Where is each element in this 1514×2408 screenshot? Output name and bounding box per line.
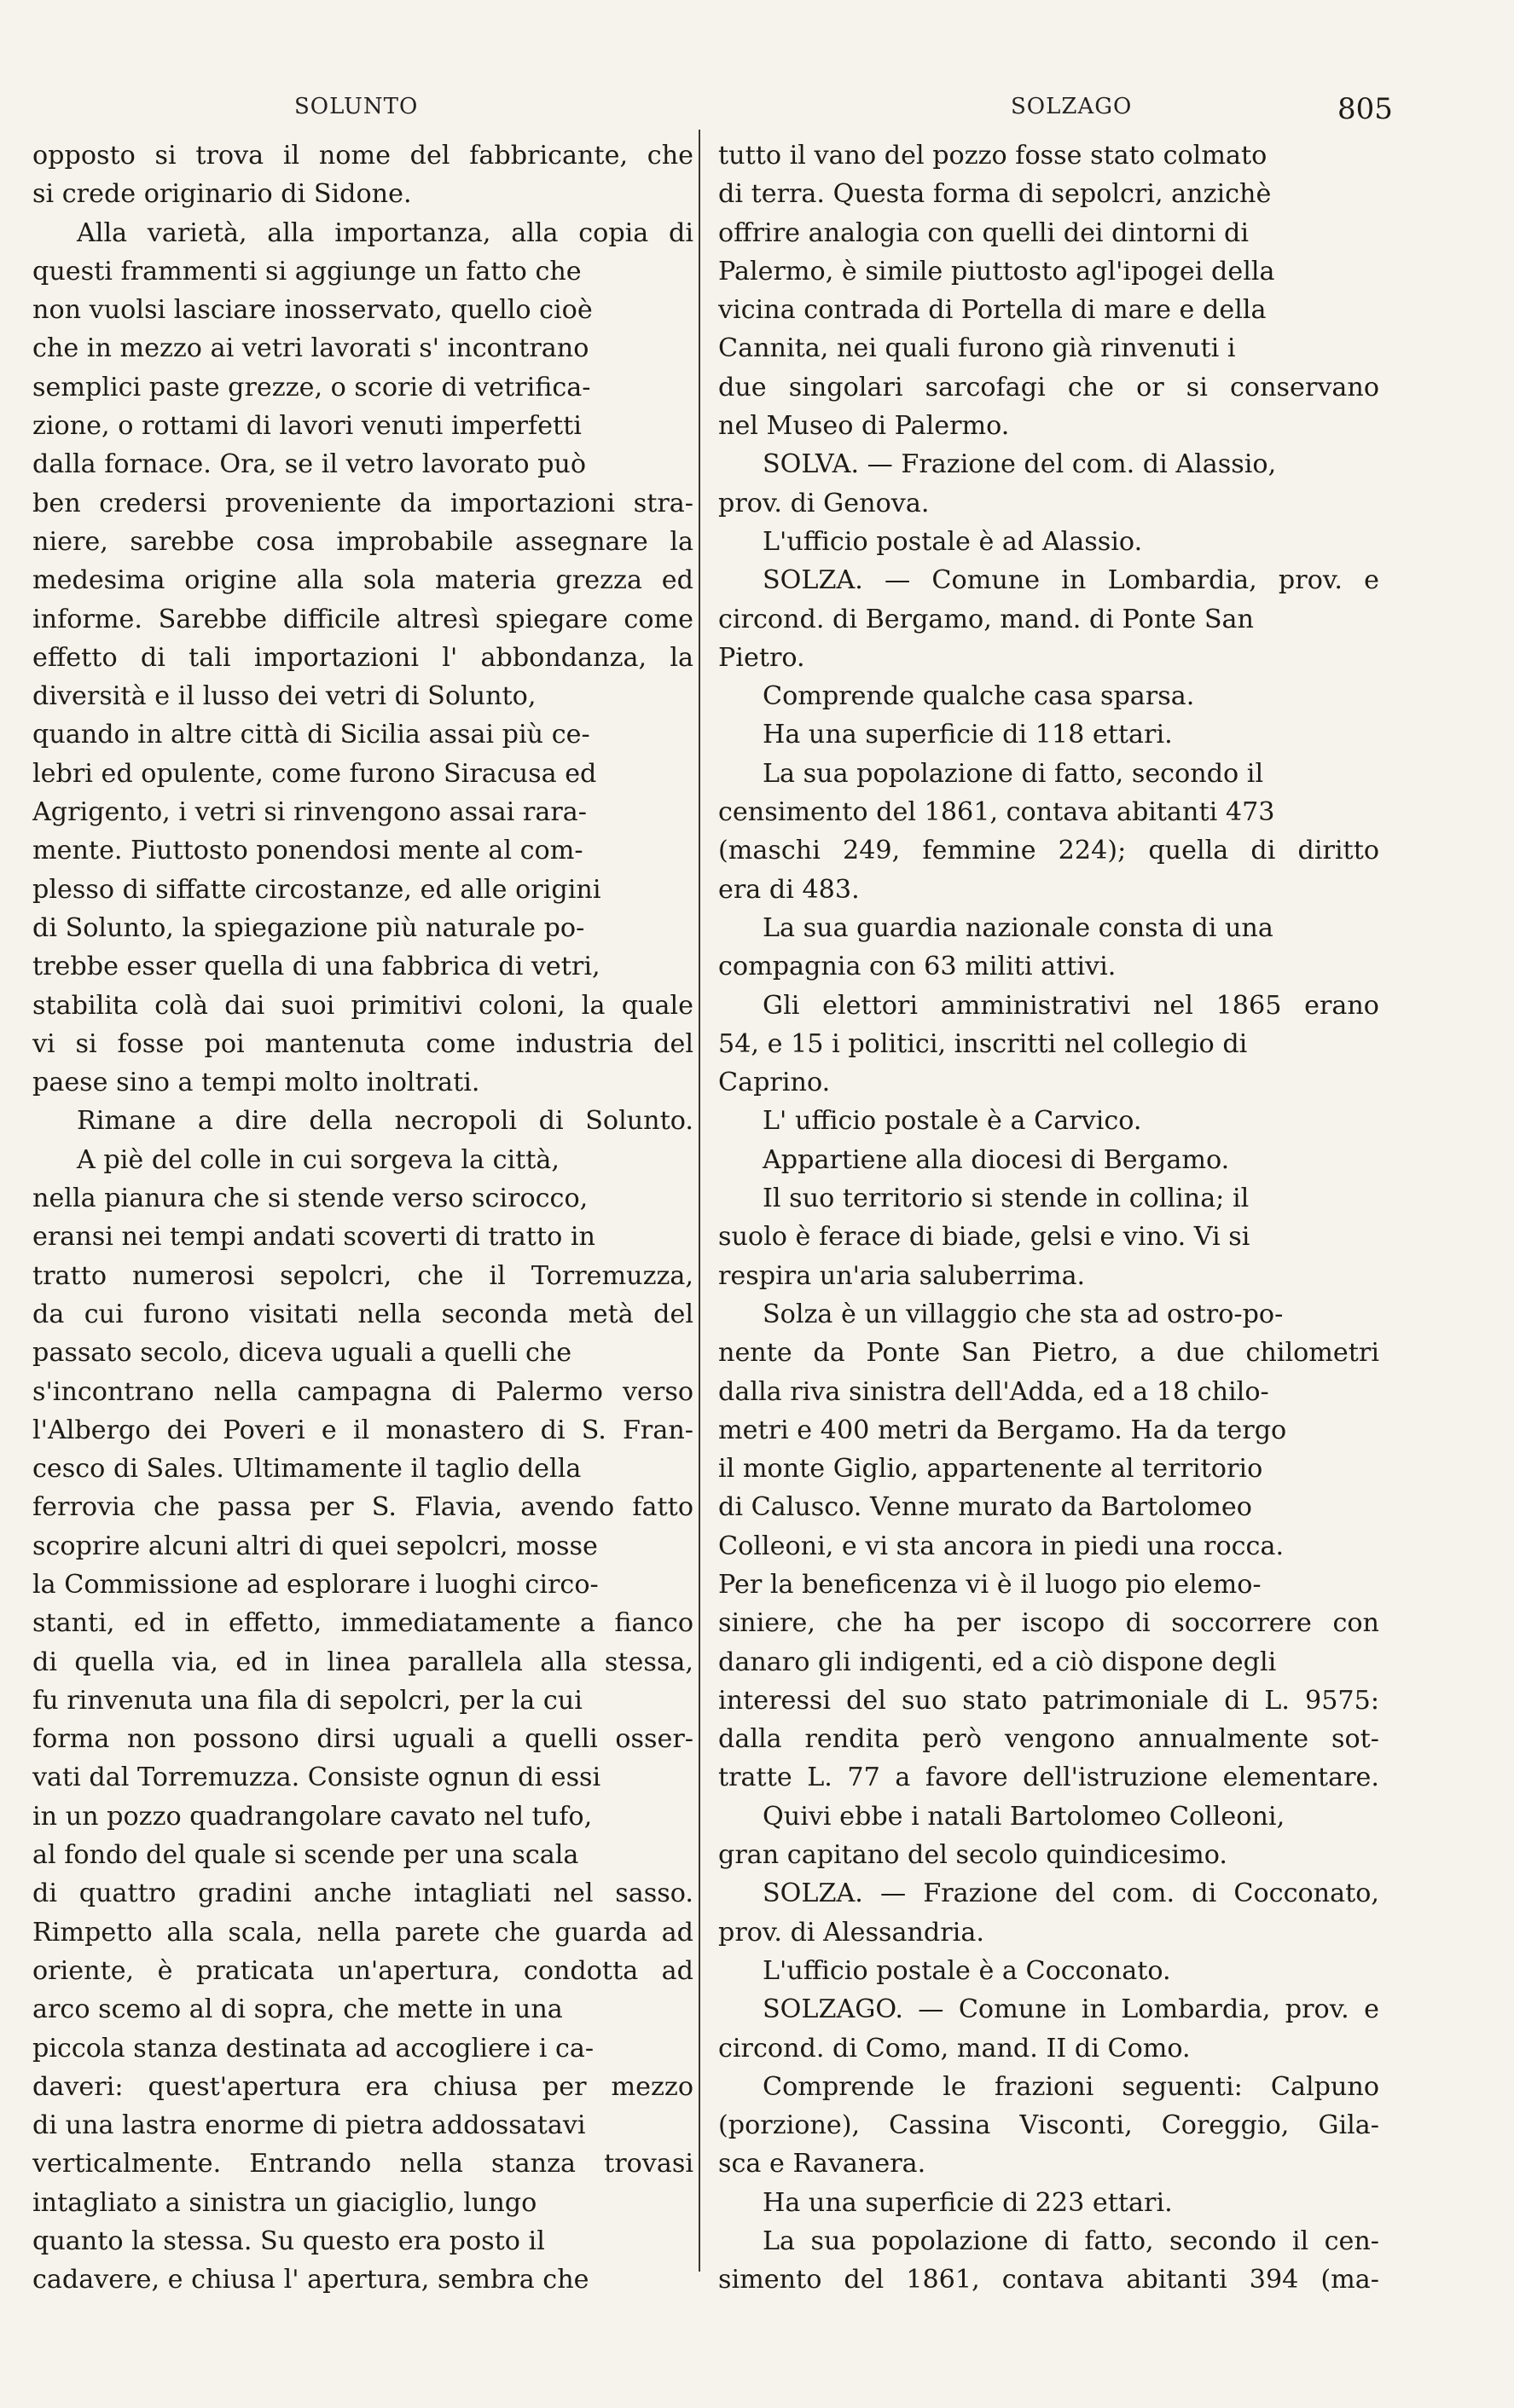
text-line: SOLZA. — Frazione del com. di Cocconato,	[763, 1878, 1379, 1909]
text-line: tratto numerosi sepolcri, che il Torremuzza,	[32, 1260, 693, 1291]
text-line: medesima origine alla sola materia grezza ed	[32, 565, 693, 596]
text-line: Caprino.	[718, 1068, 831, 1098]
text-line: opposto si trova il nome del fabbricante, che	[32, 141, 693, 171]
text-line: prov. di Genova.	[718, 488, 930, 518]
text-line: quanto la stessa. Su questo era posto il	[32, 2226, 545, 2257]
text-line: (maschi 249, femmine 224); quella di diritto	[718, 836, 1379, 866]
text-line: Palermo, è simile piuttosto agl'ipogei della	[718, 256, 1275, 287]
text-line: di terra. Questa forma di sepolcri, anzichè	[718, 179, 1272, 210]
text-line: Quivi ebbe i natali Bartolomeo Colleoni,	[763, 1801, 1285, 1832]
text-line: L' ufficio postale è a Carvico.	[763, 1106, 1142, 1137]
text-line: informe. Sarebbe difficile altresì spiegare come	[32, 604, 693, 634]
text-line: cesco di Sales. Ultimamente il taglio della	[32, 1454, 582, 1485]
text-line: Rimpetto alla scala, nella parete che guarda ad	[32, 1917, 693, 1948]
text-line: mente. Piuttosto ponendosi mente al com-	[32, 836, 583, 866]
text-line: semplici paste grezze, o scorie di vetrifica-	[32, 372, 591, 402]
text-line: nente da Ponte San Pietro, a due chilometri	[718, 1338, 1379, 1369]
text-line: daveri: quest'apertura era chiusa per mezzo	[32, 2071, 693, 2102]
text-line: Gli elettori amministrativi nel 1865 erano	[763, 990, 1379, 1021]
text-line: suolo è ferace di biade, gelsi e vino. Vi si	[718, 1222, 1250, 1253]
text-line: scoprire alcuni altri di quei sepolcri, mosse	[32, 1531, 598, 1561]
text-line: arco scemo al di sopra, che mette in una	[32, 1994, 563, 2025]
text-line: tutto il vano del pozzo fosse stato colmato	[718, 141, 1267, 171]
text-line: trebbe esser quella di una fabbrica di vetri,	[32, 952, 600, 982]
text-line: (porzione), Cassina Visconti, Coreggio, Gila-	[718, 2110, 1379, 2141]
text-line: che in mezzo ai vetri lavorati s' incontrano	[32, 333, 589, 364]
text-line: metri e 400 metri da Bergamo. Ha da tergo	[718, 1415, 1287, 1445]
text-line: dalla riva sinistra dell'Adda, ed a 18 chilo-	[718, 1376, 1269, 1407]
text-line: Ha una superficie di 223 ettari.	[763, 2187, 1173, 2218]
text-line: cadavere, e chiusa l' apertura, sembra che	[32, 2265, 589, 2295]
text-line: Solza è un villaggio che sta ad ostro-po-	[763, 1299, 1284, 1329]
text-line: simento del 1861, contava abitanti 394 (ma-	[718, 2265, 1379, 2295]
text-line: intagliato a sinistra un giaciglio, lungo	[32, 2187, 537, 2218]
text-line: forma non possono dirsi uguali a quelli osser-	[32, 1724, 693, 1755]
text-line: nel Museo di Palermo.	[718, 411, 1010, 442]
text-line: SOLZA. — Comune in Lombardia, prov. e	[763, 565, 1379, 596]
column-divider	[699, 130, 700, 2272]
text-line: in un pozzo quadrangolare cavato nel tufo,	[32, 1801, 593, 1832]
text-line: da cui furono visitati nella seconda metà del	[32, 1299, 693, 1329]
text-line: Comprende le frazioni seguenti: Calpuno	[763, 2071, 1379, 2102]
text-line: circond. di Bergamo, mand. di Ponte San	[718, 604, 1254, 634]
text-line: plesso di siffatte circostanze, ed alle origini	[32, 874, 601, 905]
text-line: danaro gli indigenti, ed a ciò dispone degli	[718, 1647, 1277, 1677]
text-line: passato secolo, diceva uguali a quelli che	[32, 1338, 572, 1369]
text-line: offrire analogia con quelli dei dintorni di	[718, 217, 1250, 248]
text-line: ferrovia che passa per S. Flavia, avendo fatto	[32, 1492, 693, 1523]
text-line: La sua popolazione di fatto, secondo il	[763, 758, 1264, 789]
text-line: interessi del suo stato patrimoniale di L. 9575:	[718, 1685, 1379, 1716]
text-line: La sua popolazione di fatto, secondo il cen-	[763, 2226, 1379, 2257]
running-head-left: SOLUNTO	[294, 94, 419, 119]
text-line: circond. di Como, mand. II di Como.	[718, 2033, 1191, 2064]
text-line: SOLZAGO. — Comune in Lombardia, prov. e	[763, 1994, 1379, 2025]
text-line: A piè del colle in cui sorgeva la città,	[77, 1144, 560, 1175]
text-line: La sua guardia nazionale consta di una	[763, 912, 1273, 943]
text-line: vi si fosse poi mantenuta come industria del	[32, 1028, 693, 1059]
text-line: vicina contrada di Portella di mare e della	[718, 295, 1267, 326]
text-line: fu rinvenuta una fila di sepolcri, per la cui	[32, 1685, 583, 1716]
text-line: lebri ed opulente, come furono Siracusa ed	[32, 758, 597, 789]
text-line: non vuolsi lasciare inosservato, quello cioè	[32, 295, 593, 326]
text-line: L'ufficio postale è a Cocconato.	[763, 1955, 1171, 1986]
running-head-right: SOLZAGO	[1011, 94, 1133, 119]
text-line: era di 483.	[718, 874, 860, 905]
text-line: verticalmente. Entrando nella stanza trovasi	[32, 2149, 693, 2179]
text-line: dalla rendita però vengono annualmente sot-	[718, 1724, 1379, 1755]
text-line: SOLVA. — Frazione del com. di Alassio,	[763, 449, 1277, 480]
text-line: Pietro.	[718, 642, 805, 673]
text-line: niere, sarebbe cosa improbabile assegnare la	[32, 526, 693, 557]
text-line: Il suo territorio si stende in collina; il	[763, 1184, 1250, 1214]
text-line: gran capitano del secolo quindicesimo.	[718, 1840, 1227, 1871]
text-line: di quella via, ed in linea parallela alla stessa,	[32, 1647, 693, 1677]
text-line: dalla fornace. Ora, se il vetro lavorato può	[32, 449, 587, 480]
text-line: al fondo del quale si scende per una scala	[32, 1840, 579, 1871]
text-line: Colleoni, e vi sta ancora in piedi una rocca.	[718, 1531, 1285, 1561]
text-line: Rimane a dire della necropoli di Solunto.	[77, 1106, 693, 1137]
right-text-column	[718, 136, 1379, 2300]
text-line: si crede originario di Sidone.	[32, 179, 412, 210]
text-line: paese sino a tempi molto inoltrati.	[32, 1068, 480, 1098]
text-line: eransi nei tempi andati scoverti di tratto in	[32, 1222, 595, 1253]
text-line: vati dal Torremuzza. Consiste ognun di essi	[32, 1763, 601, 1793]
text-line: respira un'aria saluberrima.	[718, 1260, 1086, 1291]
text-line: Comprende qualche casa sparsa.	[763, 681, 1195, 712]
text-line: di Solunto, la spiegazione più naturale po-	[32, 912, 585, 943]
text-line: Agrigento, i vetri si rinvengono assai rara-	[32, 797, 587, 828]
text-line: piccola stanza destinata ad accogliere i ca-	[32, 2033, 595, 2064]
text-line: di una lastra enorme di pietra addossatavi	[32, 2110, 586, 2141]
left-text-column	[32, 136, 693, 2300]
text-line: L'ufficio postale è ad Alassio.	[763, 526, 1143, 557]
text-line: siniere, che ha per iscopo di soccorrere con	[718, 1608, 1379, 1639]
text-line: di Calusco. Venne murato da Bartolomeo	[718, 1492, 1252, 1523]
text-line: 54, e 15 i politici, inscritti nel collegio di	[718, 1028, 1248, 1059]
text-line: due singolari sarcofagi che or si conservano	[718, 372, 1379, 402]
text-line: diversità e il lusso dei vetri di Solunto,	[32, 681, 537, 712]
text-line: oriente, è praticata un'apertura, condotta ad	[32, 1955, 693, 1986]
text-line: ben credersi proveniente da importazioni stra-	[32, 488, 693, 518]
text-line: tratte L. 77 a favore dell'istruzione elementare.	[718, 1763, 1379, 1793]
text-line: l'Albergo dei Poveri e il monastero di S. Fran-	[32, 1415, 693, 1445]
text-line: compagnia con 63 militi attivi.	[718, 952, 1117, 982]
text-line: questi frammenti si aggiunge un fatto che	[32, 256, 582, 287]
text-line: effetto di tali importazioni l' abbondanza, la	[32, 642, 693, 673]
text-line: s'incontrano nella campagna di Palermo verso	[32, 1376, 693, 1407]
text-line: stabilita colà dai suoi primitivi coloni, la quale	[32, 990, 693, 1021]
text-line: quando in altre città di Sicilia assai più ce-	[32, 720, 590, 750]
page-number: 805	[1337, 92, 1393, 126]
text-line: Alla varietà, alla importanza, alla copia di	[77, 217, 693, 248]
text-line: Cannita, nei quali furono già rinvenuti i	[718, 333, 1236, 364]
text-line: Ha una superficie di 118 ettari.	[763, 720, 1173, 750]
text-line: zione, o rottami di lavori venuti imperfetti	[32, 411, 582, 442]
text-line: Appartiene alla diocesi di Bergamo.	[763, 1144, 1230, 1175]
text-line: sca e Ravanera.	[718, 2149, 926, 2179]
text-line: nella pianura che si stende verso scirocco,	[32, 1184, 589, 1214]
text-line: la Commissione ad esplorare i luoghi circo-	[32, 1569, 599, 1600]
text-line: Per la beneficenza vi è il luogo pio elemo-	[718, 1569, 1262, 1600]
text-line: il monte Giglio, appartenente al territorio	[718, 1454, 1263, 1485]
text-line: stanti, ed in effetto, immediatamente a fianco	[32, 1608, 693, 1639]
text-line: di quattro gradini anche intagliati nel sasso.	[32, 1878, 693, 1909]
text-line: prov. di Alessandria.	[718, 1917, 984, 1948]
text-line: censimento del 1861, contava abitanti 473	[718, 797, 1275, 828]
